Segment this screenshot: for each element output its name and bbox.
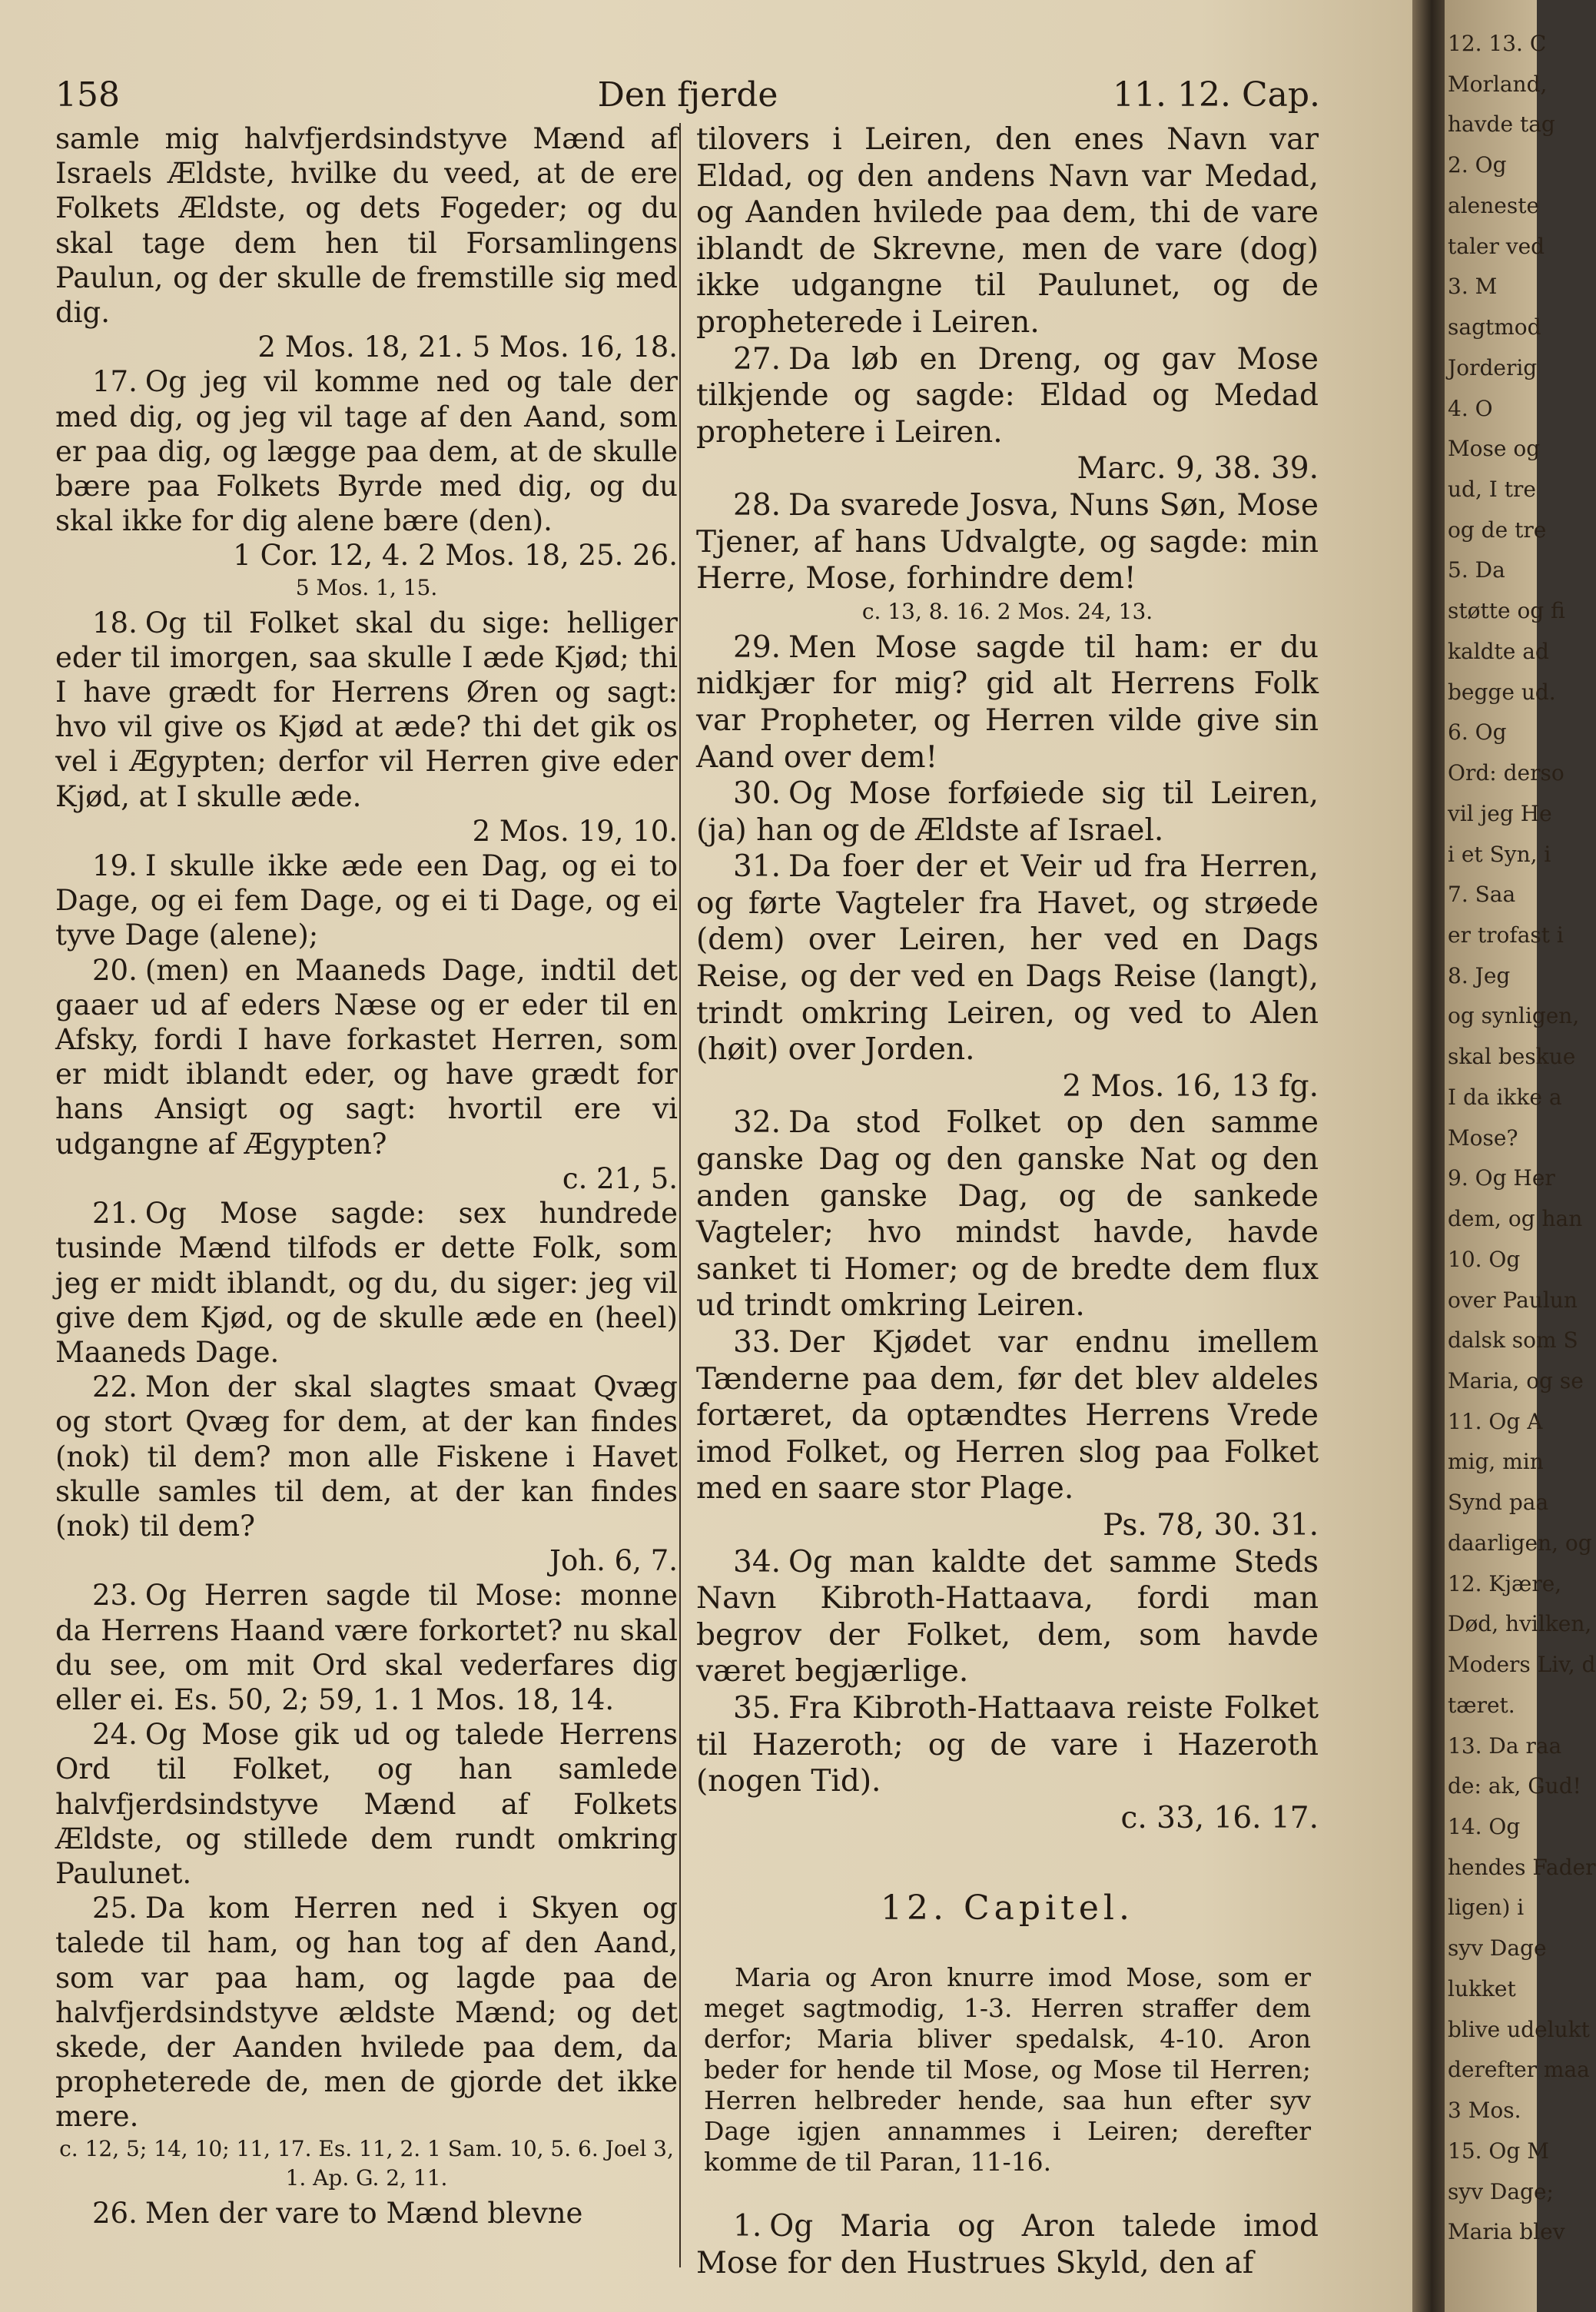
facing-page-fragment: 9. Og Her [1448,1165,1555,1191]
verse-reference: Ps. 78, 30. 31. [1103,1507,1319,1543]
facing-page-fragment: støtte og fi [1448,598,1565,624]
verse-number: 31. [733,849,781,885]
verse-text: Og Mose gik ud og talede Herrens Ord til Folket, og han samlede halvfjerdsindstyve Mænd af Folkets Ældste, og stillede dem rundt omkring Paulunet. [55,1718,678,1890]
chapter-verse-list [696,2208,1319,2281]
verse-text: Og Mose sagde: sex hundrede tusinde Mænd tilfods er dette Folk, som jeg er midt iblandt, og du, du siger: jeg vil give dem Kjød, og de skulle æde en (heel) Maaneds Dage. [55,1197,678,1369]
facing-page-fragment: 13. Da raa [1448,1732,1562,1759]
facing-page-fragment: taler ved [1448,233,1545,259]
facing-page-fragment: 2. Og [1448,152,1507,178]
facing-page-fragment: lukket [1448,1975,1516,2001]
right-intro: tilovers i Leiren, den enes Navn var Eldad, og den andens Navn var Medad, og Aanden hvilede paa dem, thi de vare iblandt de Skrevne, men de vare (dog) ikke udgangne til Paulunet, og de propheterede i Leiren. [696,122,1319,340]
verse-text: Og Mose forføiede sig til Leiren, (ja) han og de Ældste af Israel. [696,776,1319,848]
facing-page-fragment: aleneste [1448,192,1540,218]
verse-number: 25. [92,1892,138,1925]
verse-text: Og man kaldte det samme Steds Navn Kibroth-Hattaava, fordi man begrov der Folket, dem, som havde været begjærlige. [696,1544,1319,1689]
facing-page-fragment: 3. M [1448,274,1498,300]
verse-number: 28. [733,487,781,523]
facing-page-fragment: vil jeg He [1448,800,1552,826]
verse [696,341,1319,451]
cross-reference-note: 5 Mos. 1, 15. [295,574,438,600]
verse-text: Og Maria og Aron talede imod Mose for den Hustrues Skyld, den af [696,2208,1319,2280]
verse-text: (men) en Maaneds Dage, indtil det gaaer ud af eders Næse og er eder til en Afsky, fordi I have forkastet Herren, som er midt iblandt eder, og have grædt for hans Ansigt og sagt: hvortil ere vi udgangne af Ægypten? [55,953,678,1161]
left-verse-list [55,364,678,2230]
verse-reference: c. 21, 5. [562,1161,678,1195]
facing-page-fragment: Mose og [1448,436,1541,462]
facing-page-fragment: begge ud. [1448,679,1556,705]
facing-page-fragment: over Paulun [1448,1287,1578,1313]
verse [55,1196,678,1370]
column-divider [679,123,681,2267]
verse-number: 32. [733,1105,781,1141]
verse-number: 1. [733,2208,762,2244]
verse [55,1578,678,1717]
verse-number: 35. [733,1690,781,1726]
facing-page-fragment: 6. Og [1448,719,1507,746]
verse [696,849,1319,1068]
verse-number: 26. [92,2196,138,2230]
facing-page-fragment: 3 Mos. [1448,2098,1521,2124]
verse [55,849,678,953]
facing-page-fragment: og de tre [1448,517,1547,543]
verse [696,1690,1319,1800]
verse-number: 30. [733,776,781,812]
facing-page-fragment: syv Dage [1448,1935,1547,1962]
facing-page-fragment: 14. Og [1448,1814,1521,1839]
verse [696,776,1319,849]
right-verse-list [696,341,1319,1837]
facing-page-fragment: daarligen, og [1448,1530,1592,1556]
verse-number: 22. [92,1370,138,1404]
facing-page-fragment: ligen) i [1448,1895,1525,1921]
facing-page-fragment: Moders Liv, d [1448,1652,1596,1678]
verse-reference: Joh. 6, 7. [549,1544,678,1578]
facing-page-fragment: Synd paa [1448,1490,1549,1516]
verse-text: Men der vare to Mænd blevne [144,2196,583,2230]
verse [696,1105,1319,1324]
verse-number: 23. [92,1579,138,1613]
facing-page-fragment: Maria blev [1448,2219,1565,2245]
verse-text: Fra Kibroth-Hattaava reiste Folket til Hazeroth; og de vare i Hazeroth (nogen Tid). [696,1690,1319,1799]
chapter-reference: 11. 12. Cap. [1113,75,1320,115]
facing-page-fragment: Død, hvilken, [1448,1611,1592,1637]
running-title: Den fjerde [597,75,778,115]
facing-page-fragment: 10. Og [1448,1246,1521,1272]
verse [696,487,1319,597]
facing-page-fragment: Mose? [1448,1124,1518,1151]
right-column [696,121,1319,2281]
facing-page-fragment: og synligen, [1448,1003,1580,1029]
verse-number: 21. [92,1197,138,1231]
verse-number: 24. [92,1718,138,1752]
verse-text: I skulle ikke æde een Dag, og ei to Dage, og ei fem Dage, og ei ti Dage, og ei tyve Dage (alene); [55,849,678,952]
verse-reference: 2 Mos. 19, 10. [472,814,678,848]
facing-page-edge [1445,0,1596,2312]
chapter-heading: 12. Capitel. [881,1888,1134,1928]
facing-page-fragment: mig, min [1448,1449,1544,1475]
verse-number: 20. [92,953,138,987]
left-intro: samle mig halvfjerdsindstyve Mænd af Israels Ældste, hvilke du veed, at de ere Folkets Ældste, og dets Fogeder; og du skal tage dem hen til Forsamlingens Paulun, og der skulle de fremstille sig med dig. [55,122,678,330]
intro-reference: 2 Mos. 18, 21. 5 Mos. 16, 18. [257,331,678,364]
facing-page-fragment: 7. Saa [1448,882,1516,908]
verse [696,1544,1319,1690]
facing-page-fragment: 12. Kjære, [1448,1570,1562,1596]
facing-page-fragment: tæret. [1448,1692,1515,1718]
facing-page-fragment: Ord: derso [1448,760,1564,786]
facing-page-fragment: de: ak, Gud! [1448,1773,1581,1799]
cross-reference-note: c. 12, 5; 14, 10; 11, 17. Es. 11, 2. 1 Sam. 10, 5. 6. Joel 3, 1. Ap. G. 2, 11. [59,2135,674,2191]
verse-text: Og jeg vil komme ned og tale der med dig, og jeg vil tage af den Aand, som er paa dig, og lægge paa dem, at de skulle bære paa Folkets Byrde med dig, og du skal ikke for dig alene bære (den). [55,365,678,538]
facing-page-fragment: skal beskue [1448,1044,1576,1070]
verse-text: Da kom Herren ned i Skyen og talede til ham, og han tog af den Aand, som var paa ham, og lagde paa de halvfjerdsindstyve ældste Mænd; og det skede, der Aanden hvilede paa dem, da propheterede de, men de gjorde det ikke mere. [55,1892,678,2134]
verse [55,364,678,538]
verse [55,1891,678,2134]
verse [55,1370,678,1543]
verse-text: Da foer der et Veir ud fra Herren, og førte Vagteler fra Havet, og strøede (dem) over Leiren, her ved en Dags Reise, og der ved en Dags Reise (langt), trindt omkring Leiren, og ved to Alen (høit) over Jorden. [696,849,1319,1068]
verse-number: 34. [733,1544,781,1580]
verse-text: Men Mose sagde til ham: er du nidkjær for mig? gid alt Herrens Folk var Propheter, og Herren vilde give sin Aand over dem! [696,629,1319,775]
facing-page-fragment: Jorderig [1448,354,1538,380]
verse [696,1324,1319,1507]
facing-page-fragment: 15. Og M [1448,2138,1549,2164]
facing-page-fragment: sagtmod [1448,314,1541,340]
facing-page-fragment: I da ikke a [1448,1084,1562,1110]
facing-page-fragment: Maria, og se [1448,1368,1584,1394]
facing-page-fragment: ud, I tre [1448,477,1536,502]
facing-page-fragment: havde tag [1448,111,1555,138]
book-gutter [1412,0,1445,2312]
verse-reference: 2 Mos. 16, 13 fg. [1062,1068,1319,1104]
facing-page-fragment: derefter maa [1448,2057,1590,2083]
verse [55,953,678,1161]
verse-reference: 1 Cor. 12, 4. 2 Mos. 18, 25. 26. [233,539,678,573]
facing-page-fragment: dem, og han [1448,1206,1583,1232]
verse [55,606,678,814]
facing-page-fragment: Morland, [1448,71,1548,97]
verse-text: Da løb en Dreng, og gav Mose tilkjende og sagde: Eldad og Medad prophetere i Leiren. [696,341,1319,450]
facing-page-fragment: er trofast i [1448,922,1564,948]
page-number: 158 [55,75,120,115]
verse [696,2208,1319,2281]
verse-number: 19. [92,849,138,883]
verse-number: 27. [733,341,781,377]
facing-page-fragment: syv Dage; [1448,2178,1554,2204]
facing-page-fragment: 5. Da [1448,557,1505,583]
verse-text: Da svarede Josva, Nuns Søn, Mose Tjener, af hans Udvalgte, og sagde: min Herre, Mose, forhindre dem! [696,487,1319,596]
facing-page-fragment: 8. Jeg [1448,962,1511,988]
verse-number: 18. [92,606,138,639]
facing-page-fragment: dalsk som S [1448,1327,1578,1354]
facing-page-fragment: blive udelukt [1448,2016,1590,2042]
verse-number: 29. [733,629,781,665]
chapter-summary: Maria og Aron knurre imod Mose, som er meget sagtmodig, 1-3. Herren straffer dem derfor; Maria bliver spedalsk, 4-10. Aron beder for hende til Mose, og Mose til Herren; Herren helbreder hende, saa hun efter syv Dage igjen annammes i Leiren; derefter komme de til Paran, 11-16. [704,1962,1311,2177]
verse [55,2196,678,2231]
facing-page-fragment: kaldte ad [1448,638,1549,664]
verse-number: 17. [92,365,138,399]
facing-page-fragment: 11. Og A [1448,1408,1543,1434]
verse-reference: Marc. 9, 38. 39. [1077,451,1319,487]
verse-text: Da stod Folket op den samme ganske Dag og den ganske Nat og den anden ganske Dag, og de sankede Vagteler; hvo mindst havde, havde sanket ti Homer; og de bredte dem flux ud trindt omkring Leiren. [696,1105,1319,1324]
facing-page-fragment: hendes Fader [1448,1854,1596,1880]
facing-page-fragment: 12. 13. C [1448,31,1547,56]
verse [55,1717,678,1891]
verse-text: Mon der skal slagtes smaat Qvæg og stort Qvæg for dem, at der kan findes (nok) til dem? mon alle Fiskene i Havet skulle samles til dem, at der kan findes (nok) til dem? [55,1370,678,1543]
left-column [55,121,678,2231]
facing-page-fragment: i et Syn, i [1448,841,1551,867]
verse [696,629,1319,776]
verse-text: Og Herren sagde til Mose: monne da Herrens Haand være forkortet? nu skal du see, om mit Ord skal vederfares dig eller ei. Es. 50, 2; 59, 1. 1 Mos. 18, 14. [55,1579,678,1716]
facing-page-fragment: 4. O [1448,395,1493,421]
cross-reference-note: c. 13, 8. 16. 2 Mos. 24, 13. [861,598,1153,624]
page-header [55,74,1320,120]
verse-number: 33. [733,1325,781,1360]
verse-text: Der Kjødet var endnu imellem Tænderne paa dem, før det blev aldeles fortæret, da optændtes Herrens Vrede imod Folket, og Herren slog paa Folket med en saare stor Plage. [696,1325,1319,1506]
verse-reference: c. 33, 16. 17. [1120,1800,1319,1835]
verse-text: Og til Folket skal du sige: helliger eder til imorgen, saa skulle I æde Kjød; thi I have grædt for Herrens Øren og sagt: hvo vil give os Kjød at æde? thi det gik os vel i Ægypten; derfor vil Herren give eder Kjød, at I skulle æde. [55,606,678,813]
